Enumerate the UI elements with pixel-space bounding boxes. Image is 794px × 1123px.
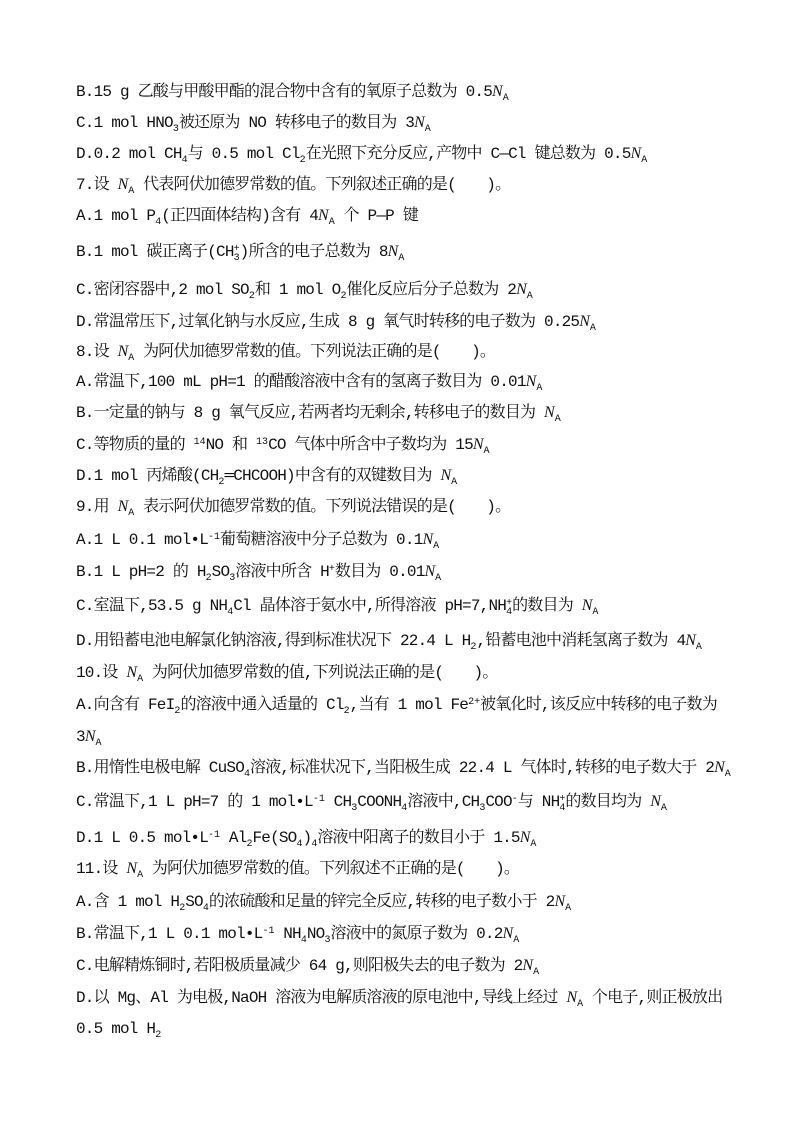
subscript: 4 <box>155 217 162 228</box>
text-run: 为阿伏加德罗常数的值。下列叙述不正确的是( )。 <box>143 860 520 878</box>
text-run: C.常温下,1 L pH=7 的 1 mol•L <box>76 793 313 811</box>
text-run: ═CHCOOH)中含有的双键数目为 <box>224 467 441 485</box>
subscript: A <box>137 870 144 881</box>
subscript: A <box>592 607 599 618</box>
subscript: A <box>554 414 561 425</box>
text-run: 9.用 <box>76 498 118 516</box>
subscript: A <box>328 217 335 228</box>
subscript: 3 <box>233 253 240 264</box>
superscript: + <box>328 564 335 575</box>
text-run: 表示阿伏加德罗常数的值。下列说法错误的是( )。 <box>134 498 511 516</box>
text-run: ,当有 1 mol Fe <box>349 696 469 714</box>
text-run: )所含的电子总数为 8 <box>239 243 388 261</box>
subscript: 2 <box>174 706 181 717</box>
subscript: A <box>483 446 490 457</box>
text-run: 在光照下充分反应,产物中 C—Cl 键总数为 0.5 <box>305 145 631 163</box>
superscript: + <box>233 244 240 255</box>
subscript: A <box>137 674 144 685</box>
avogadro-constant-symbol: N <box>519 829 531 846</box>
avogadro-constant-symbol: N <box>630 145 642 162</box>
subscript: 2 <box>218 477 225 488</box>
text-run: C.密闭容器中,2 mol SO <box>76 281 249 299</box>
text-run: 和 1 mol O <box>254 281 341 299</box>
subscript: 2 <box>179 903 186 914</box>
superscript: -1 <box>208 532 221 543</box>
superscript: 14 <box>193 437 206 448</box>
text-run: D.以 Mg、Al 为电极,NaOH 溶液为电解质溶液的原电池中,导线上经过 <box>76 989 567 1007</box>
text-run: C.1 mol HNO <box>76 114 173 132</box>
q10-option-c <box>76 792 667 812</box>
subscript: A <box>565 903 572 914</box>
q11-option-c <box>76 956 539 976</box>
q7-option-d <box>76 312 596 332</box>
subscript: 4 <box>506 607 513 618</box>
text-run: COO <box>485 793 512 811</box>
text-run: 0.5 mol H <box>76 1020 156 1038</box>
text-run: 为阿伏加德罗常数的值。下列说法正确的是( )。 <box>134 343 496 361</box>
avogadro-constant-symbol: N <box>422 531 434 548</box>
avogadro-constant-symbol: N <box>117 176 129 193</box>
subscript: 4 <box>244 769 251 780</box>
avogadro-constant-symbol: N <box>472 436 484 453</box>
avogadro-constant-symbol: N <box>714 759 725 776</box>
text-run: D.常温常压下,过氧化钠与水反应,生成 8 g 氧气时转移的电子数为 0.25 <box>76 313 580 331</box>
subscript: A <box>424 124 431 135</box>
superscript: - <box>511 794 518 805</box>
avogadro-constant-symbol: N <box>581 597 593 614</box>
subscript: A <box>128 353 135 364</box>
text-run: B.1 mol 碳正离子(CH <box>76 243 234 261</box>
q11-option-d-continued <box>76 1019 161 1039</box>
avogadro-constant-symbol: N <box>414 114 425 131</box>
avogadro-constant-symbol: N <box>579 313 590 330</box>
q8-option-b <box>76 403 561 423</box>
subscript: 4 <box>300 935 307 946</box>
text-run: (正四面体结构)含有 4 <box>161 207 319 225</box>
subscript: 4 <box>227 607 234 618</box>
q9-option-b <box>76 562 441 582</box>
q6-option-d <box>76 144 647 164</box>
text-run: Cl 晶体溶于氨水中,所得溶液 pH=7,NH <box>233 597 507 615</box>
text-run: A.1 L 0.1 mol•L <box>76 531 209 549</box>
subscript: A <box>398 253 405 264</box>
avogadro-constant-symbol: N <box>544 404 555 421</box>
text-run: 催化反应后分子总数为 2 <box>346 281 517 299</box>
text-run: 溶液中阳离子的数目小于 1.5 <box>317 829 520 847</box>
subscript: A <box>530 839 537 850</box>
q9-option-d <box>76 631 702 651</box>
subscript: A <box>641 155 648 166</box>
subscript: A <box>660 803 667 814</box>
text-run: 11.设 <box>76 860 127 878</box>
subscript: 2 <box>340 291 347 302</box>
avogadro-constant-symbol: N <box>650 793 661 810</box>
avogadro-constant-symbol: N <box>522 957 534 974</box>
q8-option-c <box>76 435 490 455</box>
text-run: C.电解精炼铜时,若阳极质量减少 64 g,则阳极失去的电子数为 2 <box>76 957 523 975</box>
q8-option-a <box>76 372 542 392</box>
q6-option-b <box>76 82 509 102</box>
subscript: 2 <box>246 839 253 850</box>
text-run: 个电子,则正极放出 <box>583 989 723 1007</box>
avogadro-constant-symbol: N <box>525 373 537 390</box>
subscript: A <box>502 93 509 104</box>
text-run: CH <box>324 793 352 811</box>
subscript: 3 <box>229 573 236 584</box>
q10-option-a <box>76 695 717 715</box>
avogadro-constant-symbol: N <box>117 343 129 360</box>
avogadro-constant-symbol: N <box>502 925 514 942</box>
avogadro-constant-symbol: N <box>84 728 96 745</box>
text-run: D.0.2 mol CH <box>76 145 182 163</box>
avogadro-constant-symbol: N <box>685 632 696 649</box>
text-run: 的溶液中通入适量的 Cl <box>180 696 344 714</box>
text-run: 个 P—P 键 <box>334 207 418 225</box>
text-run: CO 气体中所含中子数均为 15 <box>268 436 473 454</box>
text-run: 10.设 <box>76 664 127 682</box>
subscript: A <box>433 541 440 552</box>
q11-option-b <box>76 924 519 944</box>
text-run: D.1 L 0.5 mol•L <box>76 829 209 847</box>
text-run: SO <box>185 893 203 911</box>
text-run: 的浓硫酸和足量的锌完全反应,转移的电子数小于 2 <box>208 893 555 911</box>
avogadro-constant-symbol: N <box>126 664 138 681</box>
text-run: NH <box>274 925 301 943</box>
text-run: 被还原为 NO 转移电子的数目为 3 <box>178 114 415 132</box>
subscript: A <box>724 769 731 780</box>
text-run: 的数目为 <box>512 597 582 615</box>
text-run: 3 <box>76 728 85 746</box>
text-run: D.1 mol 丙烯酸(CH <box>76 467 219 485</box>
subscript: A <box>435 573 442 584</box>
q11-stem <box>76 859 519 879</box>
superscript: -1 <box>312 794 325 805</box>
subscript: A <box>536 383 543 394</box>
subscript: A <box>577 999 584 1010</box>
subscript: 4 <box>559 803 566 814</box>
text-run: NO 和 <box>205 436 257 454</box>
superscript: -1 <box>262 926 275 937</box>
text-run: 与 NH <box>517 793 560 811</box>
subscript: 3 <box>172 124 179 135</box>
subscript: A <box>589 323 596 334</box>
avogadro-constant-symbol: N <box>424 563 436 580</box>
text-run: 溶液中,CH <box>407 793 480 811</box>
subscript: 2 <box>343 706 350 717</box>
subscript: 2 <box>248 291 255 302</box>
q8-stem <box>76 342 495 362</box>
q9-option-c <box>76 596 598 616</box>
subscript: 3 <box>351 803 358 814</box>
text-run: C.等物质的量的 <box>76 436 194 454</box>
subscript: A <box>513 935 520 946</box>
subscript: 4 <box>401 803 408 814</box>
subscript: 2 <box>205 573 212 584</box>
text-run: 溶液中的氮原子数为 0.2 <box>330 925 503 943</box>
q10-option-b <box>76 758 731 778</box>
avogadro-constant-symbol: N <box>440 467 452 484</box>
text-run: Fe(SO <box>252 829 297 847</box>
avogadro-constant-symbol: N <box>117 498 129 515</box>
text-run: B.用惰性电极电解 CuSO <box>76 759 245 777</box>
q7-option-a <box>76 206 418 226</box>
q8-option-d <box>76 466 457 486</box>
subscript: A <box>451 477 458 488</box>
text-run: 8.设 <box>76 343 118 361</box>
q11-option-d <box>76 988 722 1008</box>
text-run: A.向含有 FeI <box>76 696 175 714</box>
subscript: A <box>526 291 533 302</box>
q9-stem <box>76 497 510 517</box>
text-run: B.一定量的钠与 8 g 氧气反应,若两者均无剩余,转移电子的数目为 <box>76 404 545 422</box>
subscript: A <box>128 186 135 197</box>
text-run: Al <box>220 829 247 847</box>
text-run: NO <box>306 925 325 943</box>
text-run: 代表阿伏加德罗常数的值。下列叙述正确的是( )。 <box>134 176 511 194</box>
text-run: A.常温下,100 mL pH=1 的醋酸溶液中含有的氢离子数目为 0.01 <box>76 373 526 391</box>
q10-option-a-continued <box>76 727 102 747</box>
subscript: 2 <box>155 1030 162 1041</box>
text-run: 7.设 <box>76 176 118 194</box>
text-run: ) <box>302 829 312 847</box>
q11-option-a <box>76 892 571 912</box>
q9-option-a <box>76 530 439 550</box>
text-run: COONH <box>357 793 402 811</box>
text-run: 与 0.5 mol Cl <box>187 145 300 163</box>
text-run: B.常温下,1 L 0.1 mol•L <box>76 925 263 943</box>
text-run: A.含 1 mol H <box>76 893 180 911</box>
text-run: A.1 mol P <box>76 207 156 225</box>
subscript: A <box>533 967 540 978</box>
subscript: 3 <box>324 935 331 946</box>
avogadro-constant-symbol: N <box>492 83 503 100</box>
text-run: 数目为 0.01 <box>334 563 425 581</box>
subscript: 4 <box>202 903 209 914</box>
subscript: A <box>695 642 702 653</box>
q7-option-b <box>76 242 404 262</box>
subscript: 4 <box>296 839 303 850</box>
superscript: + <box>506 598 513 609</box>
subscript: A <box>128 508 135 519</box>
subscript: 2 <box>470 642 477 653</box>
q7-stem <box>76 175 510 195</box>
avogadro-constant-symbol: N <box>516 281 527 298</box>
text-run: 为阿伏加德罗常数的值,下列说法正确的是( )。 <box>143 664 498 682</box>
subscript: 3 <box>479 803 486 814</box>
subscript: 2 <box>299 155 306 166</box>
superscript: -1 <box>208 830 221 841</box>
q6-option-c <box>76 113 431 133</box>
text-run: 葡萄糖溶液中分子总数为 0.1 <box>220 531 423 549</box>
text-run: B.15 g 乙酸与甲酸甲酯的混合物中含有的氧原子总数为 0.5 <box>76 83 493 101</box>
text-run: SO <box>211 563 230 581</box>
superscript: 13 <box>256 437 269 448</box>
text-run: ,铅蓄电池中消耗氢离子数为 4 <box>476 632 686 650</box>
q7-option-c <box>76 280 533 300</box>
subscript: A <box>95 738 102 749</box>
q10-stem <box>76 663 498 683</box>
q10-option-d <box>76 828 536 848</box>
avogadro-constant-symbol: N <box>126 860 138 877</box>
superscript: 2+ <box>468 697 481 708</box>
subscript: 4 <box>311 839 318 850</box>
text-run: D.用铅蓄电池电解氯化钠溶液,得到标准状况下 22.4 L H <box>76 632 471 650</box>
text-run: 的数目均为 <box>565 793 651 811</box>
avogadro-constant-symbol: N <box>387 243 399 260</box>
text-run: 被氧化时,该反应中转移的电子数为 <box>480 696 717 714</box>
text-run: 溶液,标准状况下,当阳极生成 22.4 L 气体时,转移的电子数大于 2 <box>250 759 715 777</box>
avogadro-constant-symbol: N <box>554 893 566 910</box>
avogadro-constant-symbol: N <box>318 207 329 224</box>
text-run: B.1 L pH=2 的 H <box>76 563 206 581</box>
text-run: C.室温下,53.5 g NH <box>76 597 228 615</box>
text-run: 溶液中所含 H <box>235 563 329 581</box>
avogadro-constant-symbol: N <box>566 989 578 1006</box>
subscript: 4 <box>181 155 188 166</box>
superscript: + <box>559 794 566 805</box>
